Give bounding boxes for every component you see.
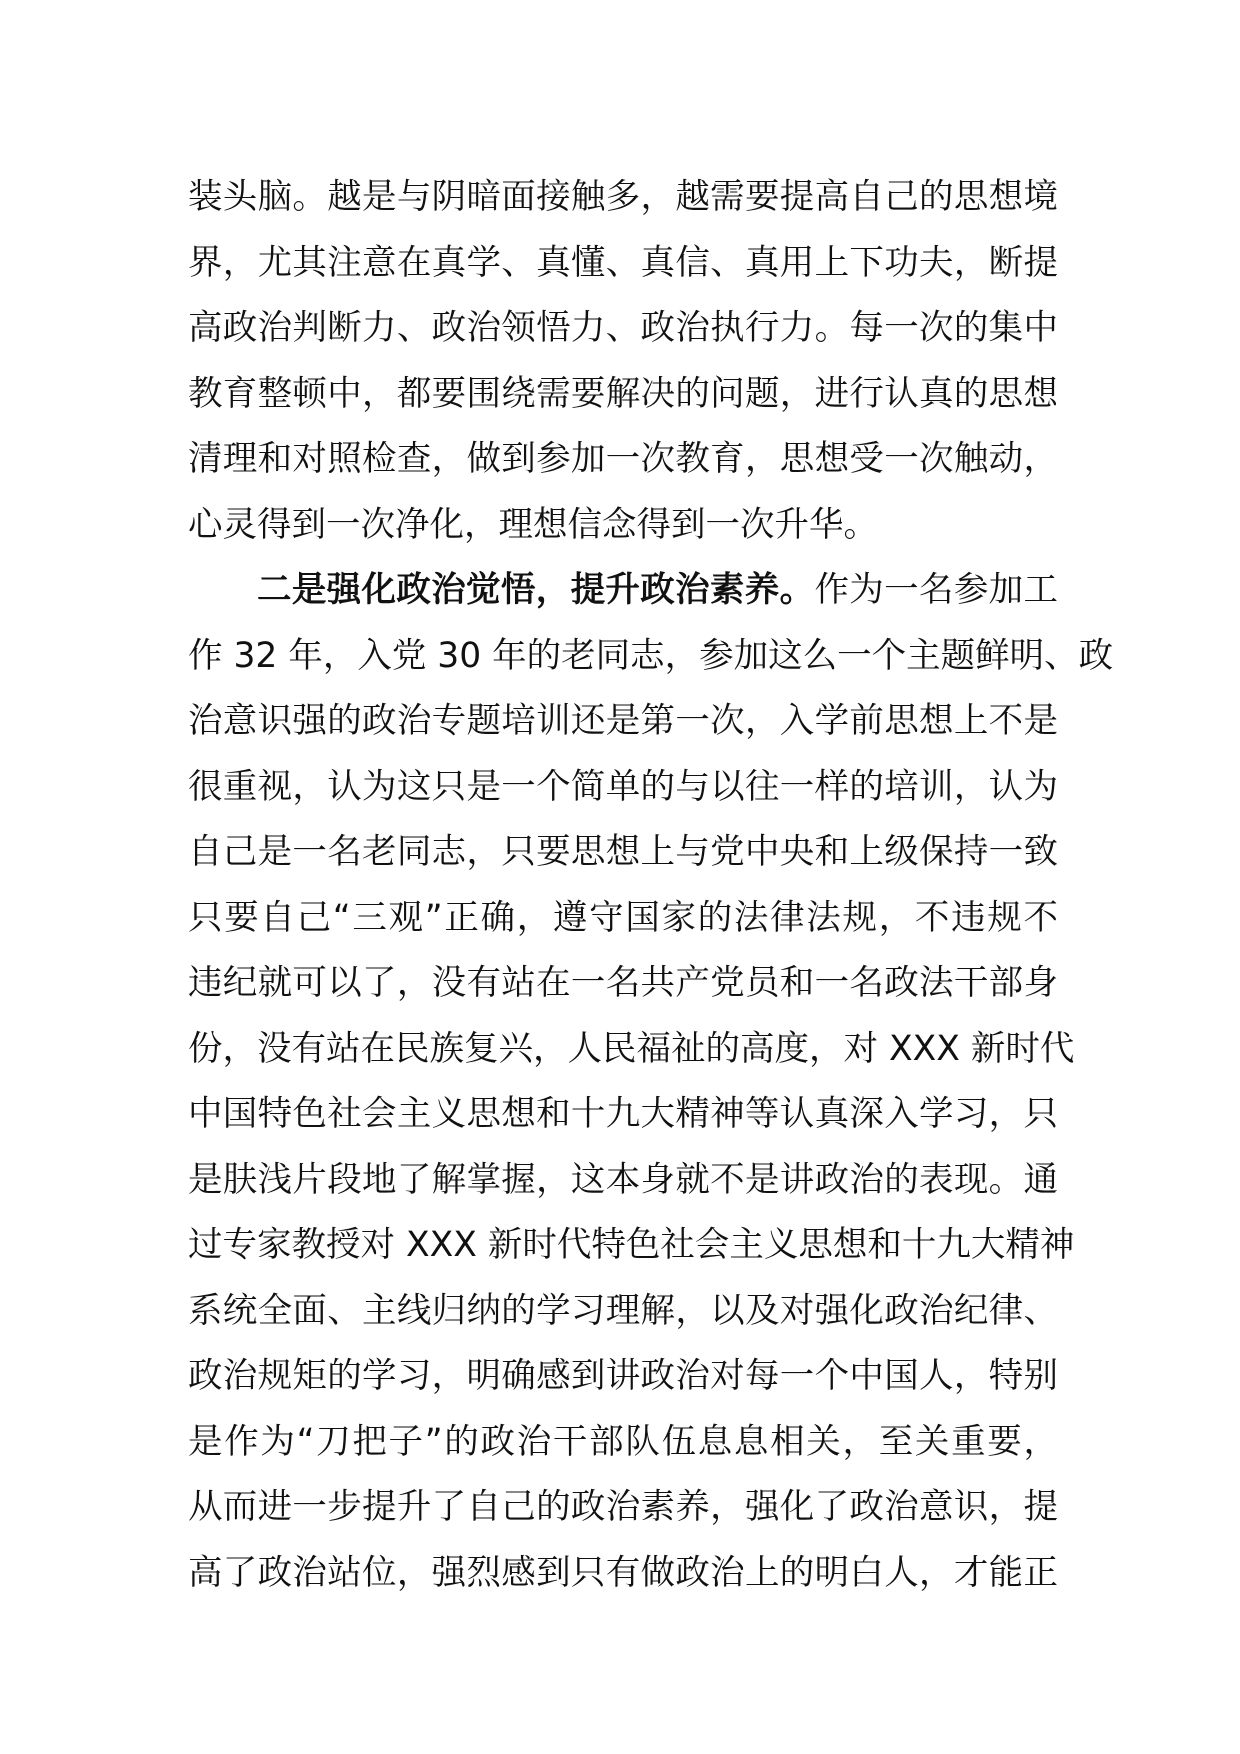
text-line: 过专家教授对 XXX 新时代特色社会主义思想和十九大精神 xyxy=(188,1225,1075,1265)
paragraph-2 xyxy=(188,558,1114,1606)
paragraph-first-line-text: 作为一名参加工 xyxy=(814,570,1058,610)
text-line: 高了政治站位，强烈感到只有做政治上的明白人，才能正 xyxy=(188,1552,1058,1593)
text-line: 治意识强的政治专题培训还是第一次，入学前思想上不是 xyxy=(188,701,1058,741)
text-line: 份，没有站在民族复兴，人民福祉的高度，对 XXX 新时代 xyxy=(188,1028,1075,1069)
text-line: 系统全面、主线归纳的学习理解，以及对强化政治纪律、 xyxy=(188,1290,1058,1331)
text-line: 只要自己“三观”正确，遵守国家的法律法规，不违规不 xyxy=(188,897,1058,938)
text-line: 清理和对照检查，做到参加一次教育，思想受一次触动， xyxy=(188,439,1058,479)
body-text xyxy=(188,165,1114,1606)
text-line: 很重视，认为这只是一个简单的与以往一样的培训，认为 xyxy=(188,766,1058,807)
text-line: 从而进一步提升了自己的政治素养，强化了政治意识，提 xyxy=(188,1487,1058,1527)
text-line: 界，尤其注意在真学、真懂、真信、真用上下功夫，断提 xyxy=(188,242,1058,283)
text-line: 自己是一名老同志，只要思想上与党中央和上级保持一致 xyxy=(188,832,1058,872)
text-line: 心灵得到一次净化，理想信念得到一次升华。 xyxy=(188,504,878,545)
text-line: 政治规矩的学习，明确感到讲政治对每一个中国人，特别 xyxy=(188,1356,1058,1396)
text-line: 是肤浅片段地了解掌握，这本身就不是讲政治的表现。通 xyxy=(188,1159,1058,1200)
text-line: 中国特色社会主义思想和十九大精神等认真深入学习，只 xyxy=(188,1094,1058,1134)
text-line: 教育整顿中，都要围绕需要解决的问题，进行认真的思想 xyxy=(188,373,1058,414)
text-line: 高政治判断力、政治领悟力、政治执行力。每一次的集中 xyxy=(188,308,1058,348)
paragraph-heading: 二是强化政治觉悟，提升政治素养。 xyxy=(257,570,815,610)
text-line: 是作为“刀把子”的政治干部队伍息息相关，至关重要， xyxy=(188,1421,1058,1462)
text-line: 违纪就可以了，没有站在一名共产党员和一名政法干部身 xyxy=(188,963,1058,1003)
paragraph-first-line xyxy=(188,558,1058,624)
paragraph-1 xyxy=(188,165,1058,558)
text-line: 作 32 年，入党 30 年的老同志，参加这么一个主题鲜明、政 xyxy=(188,635,1114,676)
text-line: 装头脑。越是与阴暗面接触多，越需要提高自己的思想境 xyxy=(188,177,1058,217)
